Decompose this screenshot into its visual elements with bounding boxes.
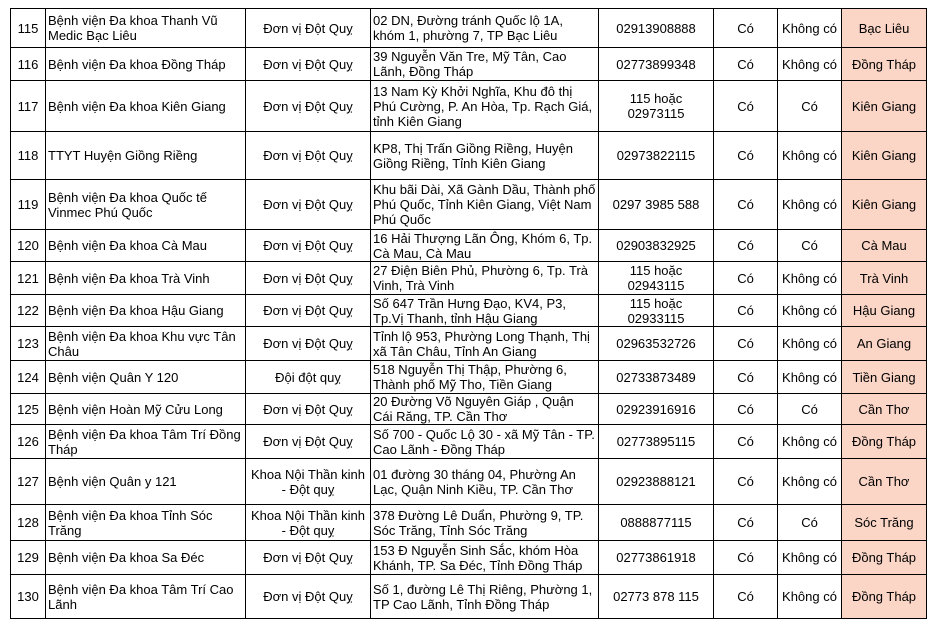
service-flag-2: Không có [778, 459, 842, 505]
province-badge: Đồng Tháp [842, 575, 927, 619]
province-badge: Bạc Liêu [842, 9, 927, 48]
hospital-name: TTYT Huyện Giồng Riềng [46, 132, 246, 180]
stroke-unit: Đội đột quỵ [246, 361, 371, 394]
row-number: 125 [11, 394, 46, 425]
row-number: 122 [11, 295, 46, 327]
table-row [11, 394, 927, 425]
phone-number: 02773861918 [599, 541, 714, 575]
phone-number: 02733873489 [599, 361, 714, 394]
hospital-address: Số 1, đường Lê Thị Riêng, Phường 1, TP Cao Lãnh, Tỉnh Đồng Tháp [371, 575, 599, 619]
service-flag-2: Không có [778, 180, 842, 230]
service-flag-1: Có [714, 459, 778, 505]
hospital-address: Khu bãi Dài, Xã Gành Dầu, Thành phố Phú Quốc, Tỉnh Kiên Giang, Việt Nam Phú Quốc [371, 180, 599, 230]
phone-number: 115 hoặc 02973115 [599, 81, 714, 132]
hospital-address: KP8, Thị Trấn Giồng Riềng, Huyện Giồng Riềng, Tỉnh Kiên Giang [371, 132, 599, 180]
service-flag-1: Có [714, 327, 778, 361]
table-row [11, 180, 927, 230]
phone-number: 02963532726 [599, 327, 714, 361]
row-number: 115 [11, 9, 46, 48]
stroke-unit: Đơn vị Đột Quỵ [246, 132, 371, 180]
hospital-name: Bệnh viện Đa khoa Hậu Giang [46, 295, 246, 327]
table-row [11, 9, 927, 48]
table-row [11, 48, 927, 81]
stroke-unit: Đơn vị Đột Quỵ [246, 575, 371, 619]
hospital-name: Bệnh viện Đa khoa Quốc tế Vinmec Phú Quốc [46, 180, 246, 230]
province-badge: Cần Thơ [842, 459, 927, 505]
hospital-name: Bệnh viện Đa khoa Thanh Vũ Medic Bạc Liêu [46, 9, 246, 48]
service-flag-1: Có [714, 262, 778, 295]
stroke-unit: Đơn vị Đột Quỵ [246, 9, 371, 48]
phone-number: 115 hoặc 02933115 [599, 295, 714, 327]
phone-number: 02903832925 [599, 230, 714, 262]
phone-number: 115 hoặc 02943115 [599, 262, 714, 295]
phone-number: 02773 878 115 [599, 575, 714, 619]
service-flag-2: Không có [778, 132, 842, 180]
province-badge: Kiên Giang [842, 81, 927, 132]
hospital-address: Số 647 Trần Hưng Đạo, KV4, P3, Tp.Vị Thanh, tỉnh Hậu Giang [371, 295, 599, 327]
province-badge: Cần Thơ [842, 394, 927, 425]
province-badge: Kiên Giang [842, 180, 927, 230]
row-number: 128 [11, 505, 46, 541]
stroke-unit: Đơn vị Đột Quỵ [246, 295, 371, 327]
stroke-unit: Đơn vị Đột Quỵ [246, 394, 371, 425]
hospital-address: 02 DN, Đường tránh Quốc lộ 1A, khóm 1, phường 7, TP Bạc Liêu [371, 9, 599, 48]
hospital-name: Bệnh viện Đa khoa Tâm Trí Đồng Tháp [46, 425, 246, 459]
hospital-name: Bệnh viện Đa khoa Tỉnh Sóc Trăng [46, 505, 246, 541]
service-flag-1: Có [714, 132, 778, 180]
hospital-name: Bệnh viện Hoàn Mỹ Cửu Long [46, 394, 246, 425]
service-flag-1: Có [714, 81, 778, 132]
hospital-address: 16 Hải Thượng Lãn Ông, Khóm 6, Tp. Cà Mau, Cà Mau [371, 230, 599, 262]
stroke-unit: Khoa Nội Thần kinh - Đột quỵ [246, 459, 371, 505]
service-flag-2: Có [778, 81, 842, 132]
phone-number: 02913908888 [599, 9, 714, 48]
service-flag-2: Không có [778, 262, 842, 295]
stroke-unit: Khoa Nội Thần kinh - Đột quỵ [246, 505, 371, 541]
row-number: 127 [11, 459, 46, 505]
service-flag-2: Không có [778, 9, 842, 48]
table-row [11, 81, 927, 132]
service-flag-1: Có [714, 180, 778, 230]
row-number: 124 [11, 361, 46, 394]
row-number: 123 [11, 327, 46, 361]
hospital-address: 39 Nguyễn Văn Tre, Mỹ Tân, Cao Lãnh, Đồng Tháp [371, 48, 599, 81]
row-number: 117 [11, 81, 46, 132]
table-body [11, 9, 927, 619]
service-flag-2: Không có [778, 295, 842, 327]
row-number: 120 [11, 230, 46, 262]
table-row [11, 230, 927, 262]
table-row [11, 295, 927, 327]
row-number: 130 [11, 575, 46, 619]
service-flag-2: Có [778, 505, 842, 541]
table-row [11, 132, 927, 180]
table-row [11, 361, 927, 394]
hospital-address: Tỉnh lộ 953, Phường Long Thạnh, Thị xã Tân Châu, Tỉnh An Giang [371, 327, 599, 361]
service-flag-1: Có [714, 394, 778, 425]
phone-number: 02773895115 [599, 425, 714, 459]
province-badge: Trà Vinh [842, 262, 927, 295]
phone-number: 02773899348 [599, 48, 714, 81]
row-number: 116 [11, 48, 46, 81]
service-flag-1: Có [714, 541, 778, 575]
hospital-address: 153 Đ Nguyễn Sinh Sắc, khóm Hòa Khánh, TP. Sa Đéc, Tỉnh Đồng Tháp [371, 541, 599, 575]
service-flag-2: Có [778, 394, 842, 425]
table-row [11, 575, 927, 619]
service-flag-1: Có [714, 425, 778, 459]
service-flag-1: Có [714, 361, 778, 394]
phone-number: 0888877115 [599, 505, 714, 541]
service-flag-2: Không có [778, 575, 842, 619]
stroke-unit: Đơn vị Đột Quỵ [246, 48, 371, 81]
table-row [11, 262, 927, 295]
hospital-name: Bệnh viện Đa khoa Cà Mau [46, 230, 246, 262]
province-badge: Đồng Tháp [842, 425, 927, 459]
province-badge: Đồng Tháp [842, 48, 927, 81]
province-badge: Đồng Tháp [842, 541, 927, 575]
service-flag-2: Có [778, 230, 842, 262]
hospital-name: Bệnh viện Quân y 121 [46, 459, 246, 505]
stroke-unit: Đơn vị Đột Quỵ [246, 230, 371, 262]
service-flag-1: Có [714, 505, 778, 541]
service-flag-1: Có [714, 48, 778, 81]
row-number: 119 [11, 180, 46, 230]
table-row [11, 425, 927, 459]
row-number: 129 [11, 541, 46, 575]
hospital-address: 378 Đường Lê Duẩn, Phường 9, TP. Sóc Trăng, Tỉnh Sóc Trăng [371, 505, 599, 541]
province-badge: Sóc Trăng [842, 505, 927, 541]
table-row [11, 327, 927, 361]
stroke-unit: Đơn vị Đột Quỵ [246, 541, 371, 575]
row-number: 121 [11, 262, 46, 295]
hospital-name: Bệnh viện Đa khoa Tâm Trí Cao Lãnh [46, 575, 246, 619]
hospital-name: Bệnh viện Đa khoa Khu vực Tân Châu [46, 327, 246, 361]
hospital-address: 13 Nam Kỳ Khởi Nghĩa, Khu đô thị Phú Cường, P. An Hòa, Tp. Rạch Giá, tỉnh Kiên Giang [371, 81, 599, 132]
hospital-address: Số 700 - Quốc Lộ 30 - xã Mỹ Tân - TP. Cao Lãnh - Đồng Tháp [371, 425, 599, 459]
hospital-address: 27 Điện Biên Phủ, Phường 6, Tp. Trà Vinh, Trà Vinh [371, 262, 599, 295]
hospital-address: 01 đường 30 tháng 04, Phường An Lạc, Quận Ninh Kiều, TP. Cần Thơ [371, 459, 599, 505]
hospital-name: Bệnh viện Đa khoa Trà Vinh [46, 262, 246, 295]
row-number: 126 [11, 425, 46, 459]
province-badge: Tiền Giang [842, 361, 927, 394]
service-flag-1: Có [714, 230, 778, 262]
hospital-name: Bệnh viện Đa khoa Kiên Giang [46, 81, 246, 132]
service-flag-1: Có [714, 9, 778, 48]
province-badge: Cà Mau [842, 230, 927, 262]
stroke-unit: Đơn vị Đột Quỵ [246, 327, 371, 361]
row-number: 118 [11, 132, 46, 180]
phone-number: 02973822115 [599, 132, 714, 180]
province-badge: Hậu Giang [842, 295, 927, 327]
stroke-unit: Đơn vị Đột Quỵ [246, 262, 371, 295]
hospital-table [10, 8, 927, 619]
province-badge: Kiên Giang [842, 132, 927, 180]
stroke-unit: Đơn vị Đột Quỵ [246, 81, 371, 132]
province-badge: An Giang [842, 327, 927, 361]
phone-number: 0297 3985 588 [599, 180, 714, 230]
table-row [11, 459, 927, 505]
service-flag-2: Không có [778, 361, 842, 394]
service-flag-2: Không có [778, 425, 842, 459]
stroke-unit: Đơn vị Đột Quỵ [246, 180, 371, 230]
table-row [11, 505, 927, 541]
hospital-address: 518 Nguyễn Thị Thập, Phường 6, Thành phố Mỹ Tho, Tiền Giang [371, 361, 599, 394]
service-flag-1: Có [714, 575, 778, 619]
service-flag-2: Không có [778, 327, 842, 361]
hospital-name: Bệnh viện Đa khoa Sa Đéc [46, 541, 246, 575]
phone-number: 02923916916 [599, 394, 714, 425]
stroke-unit: Đơn vị Đột Quỵ [246, 425, 371, 459]
hospital-address: 20 Đường Võ Nguyên Giáp , Quận Cái Răng, TP. Cần Thơ [371, 394, 599, 425]
hospital-name: Bệnh viện Quân Y 120 [46, 361, 246, 394]
hospital-name: Bệnh viện Đa khoa Đồng Tháp [46, 48, 246, 81]
phone-number: 02923888121 [599, 459, 714, 505]
table-row [11, 541, 927, 575]
service-flag-2: Không có [778, 48, 842, 81]
service-flag-2: Không có [778, 541, 842, 575]
service-flag-1: Có [714, 295, 778, 327]
